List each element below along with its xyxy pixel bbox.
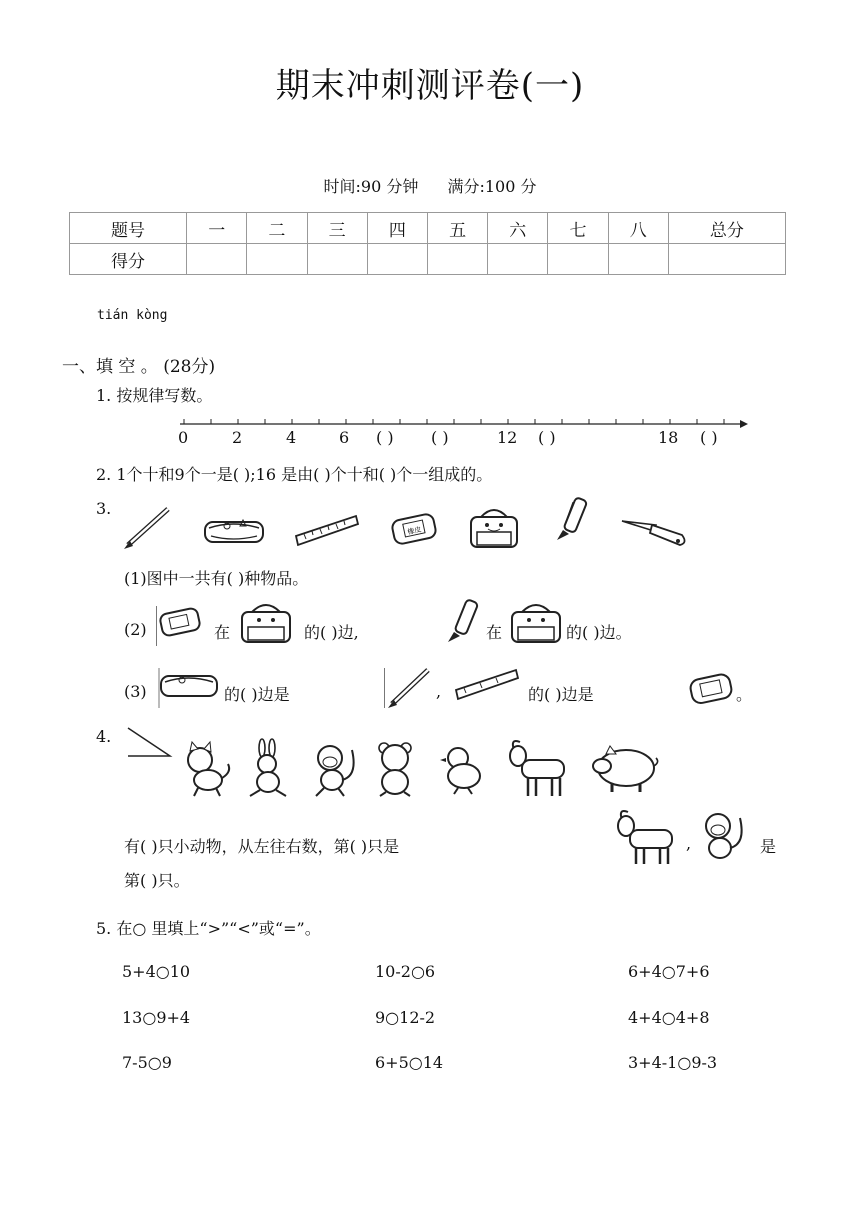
header-cell: 二 [247,213,307,244]
header-cell: 一 [187,213,247,244]
score-table-score-row [70,244,786,275]
question-3-number: 3. [96,499,112,518]
comparison-item[interactable]: 9○12-2 [375,1008,436,1027]
comparison-item[interactable]: 6+5○14 [375,1053,444,1072]
eraser-icon [158,606,204,638]
schoolbag-icon [508,600,564,646]
number-line-blank[interactable]: ( ) [431,428,449,447]
fountain-pen-icon [551,496,591,552]
score-cell[interactable] [488,244,548,275]
question-1-text: 1. 按规律写数。 [96,386,213,405]
schoolbag-icon [467,505,521,551]
header-cell: 六 [488,213,548,244]
page-title: 期末冲刺测评卷(一) [275,66,585,106]
question-4-line-1[interactable]: 有( )只小动物，从左往右数，第( )只是 [124,837,400,856]
question-3-text: 在 [214,623,231,642]
header-cell: 四 [367,213,427,244]
goat-icon [614,808,678,866]
pencil-case-icon [203,514,265,546]
question-3-blank-text[interactable]: 的( )边是 [528,685,594,704]
header-cell: 题号 [70,213,187,244]
eraser-icon [688,672,736,706]
number-line-label: 2 [232,428,243,447]
comparison-item[interactable]: 4+4○4+8 [628,1008,710,1027]
knife-icon [620,515,688,549]
score-table [69,212,786,275]
comma: , [436,682,442,701]
score-cell[interactable] [247,244,307,275]
score-cell[interactable] [187,244,247,275]
monkey-icon [308,740,360,798]
monkey-icon [696,808,748,866]
goat-icon [506,738,570,798]
bracket-mark [156,606,157,646]
section-heading: 一、填 空 。 (28分) [62,357,216,377]
question-3-text: 在 [486,623,503,642]
score-cell[interactable] [668,244,785,275]
eraser-label: 橡皮 [406,525,423,537]
header-cell: 总分 [668,213,785,244]
comparison-item[interactable]: 3+4-1○9-3 [628,1053,718,1072]
header-cell: 八 [608,213,668,244]
number-line-label: 4 [286,428,297,447]
comma: , [686,834,692,853]
header-cell: 五 [427,213,487,244]
pencil-icon [388,666,432,708]
number-line-blank[interactable]: ( ) [376,428,394,447]
fountain-pen-icon [442,598,482,652]
rabbit-icon [244,740,292,798]
question-3-blank-text[interactable]: 的( )边是 [224,685,290,704]
score-table-header-row [70,213,786,244]
question-4-text: 是 [760,837,777,856]
chick-icon [438,744,488,796]
bear-icon [372,740,420,798]
period: 。 [736,685,753,704]
eraser-icon [390,512,440,546]
ruler-icon [294,514,360,548]
comparison-item[interactable]: 6+4○7+6 [628,962,710,981]
question-3-part-3-label: (3) [124,682,147,701]
comparison-item[interactable]: 13○9+4 [122,1008,191,1027]
schoolbag-icon [238,600,294,646]
number-line-blank[interactable]: ( ) [700,428,718,447]
bracket-mark [384,668,385,708]
comparison-item[interactable]: 10-2○6 [375,962,436,981]
pig-icon [588,744,660,794]
cat-icon [180,742,234,798]
question-3-part-2-label: (2) [124,620,147,639]
question-4-line-2[interactable]: 第( )只。 [124,871,190,890]
question-3-blank-text[interactable]: 的( )边, [304,623,359,642]
score-cell[interactable] [548,244,608,275]
number-line-label: 18 [658,428,679,447]
comparison-item[interactable]: 5+4○10 [122,962,191,981]
section-pinyin: tián kòng [97,308,168,323]
number-line-blank[interactable]: ( ) [538,428,556,447]
question-2-text: 2. 1个十和9个一是( );16 是由( )个十和( )个一组成的。 [96,465,493,484]
score-cell[interactable] [427,244,487,275]
number-line-label: 0 [178,428,189,447]
comparison-item[interactable]: 7-5○9 [122,1053,172,1072]
question-3-part-1: (1)图中一共有( )种物品。 [124,569,309,588]
score-cell[interactable] [367,244,427,275]
number-line-label: 6 [339,428,350,447]
ruler-icon [454,668,520,702]
question-3-blank-text[interactable]: 的( )边。 [566,623,632,642]
header-cell: 七 [548,213,608,244]
question-4-number: 4. [96,727,112,746]
angle-mark-icon [126,726,172,762]
score-row-label: 得分 [70,244,187,275]
header-cell: 三 [307,213,367,244]
pencil-case-icon [158,668,220,702]
full-score: 满分:100 分 [447,177,537,196]
number-line-label: 12 [497,428,518,447]
pencil-icon [124,505,174,549]
score-cell[interactable] [608,244,668,275]
score-cell[interactable] [307,244,367,275]
time-limit: 时间:90 分钟 [323,177,419,196]
exam-meta [0,174,860,197]
question-5-text: 5. 在○ 里填上“>”“<”或“=”。 [96,919,321,938]
